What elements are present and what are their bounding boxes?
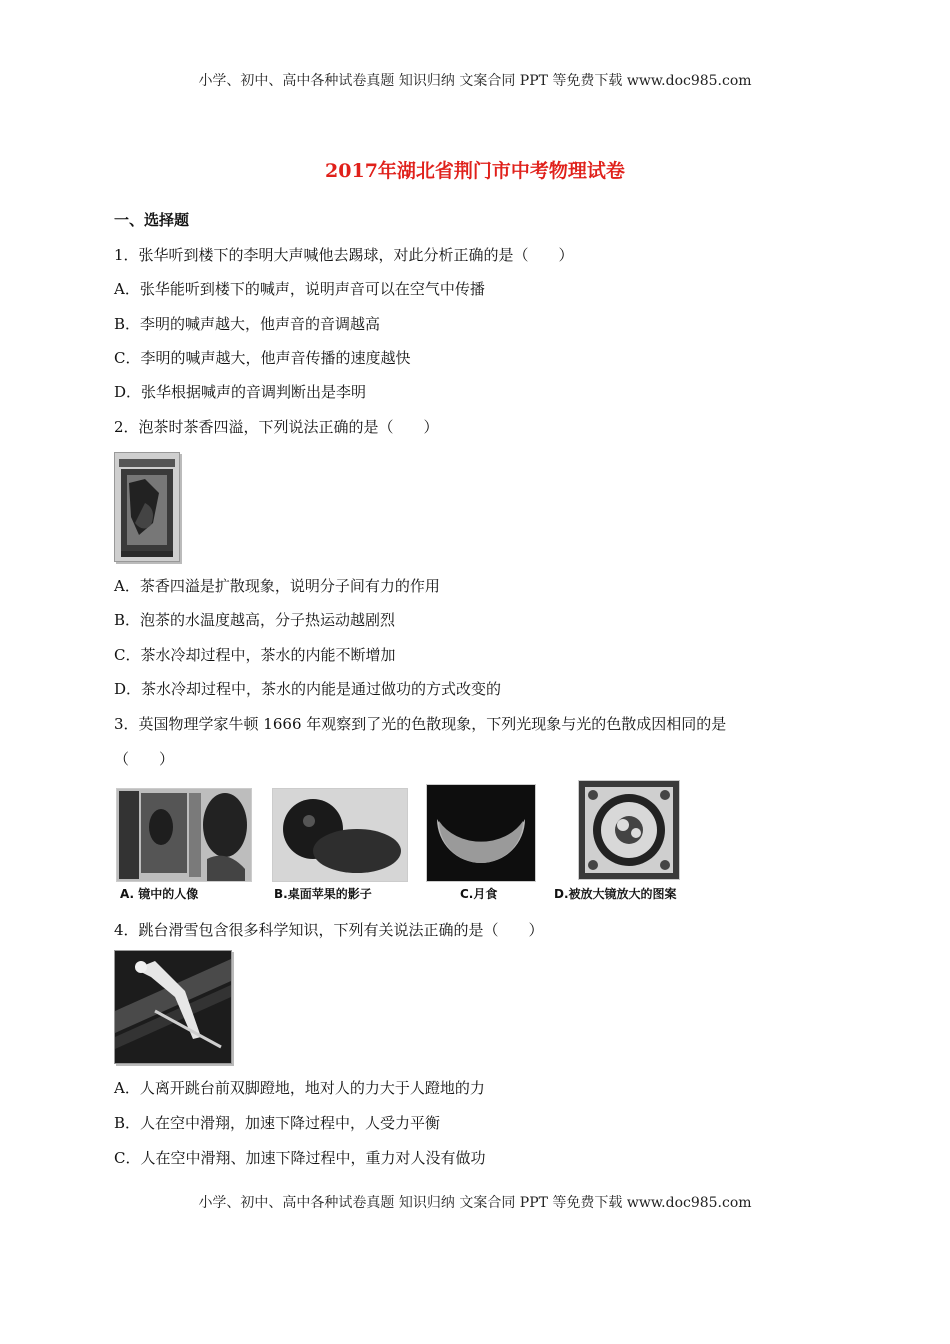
- q2-option-d: D．茶水冷却过程中，茶水的内能是通过做功的方式改变的: [114, 680, 502, 698]
- mirror-image: [116, 788, 252, 882]
- page-footer: 小学、初中、高中各种试卷真题 知识归纳 文案合同 PPT 等免费下载 www.doc985.com: [198, 1195, 752, 1211]
- question-2-stem: 2．泡茶时茶香四溢，下列说法正确的是（ ）: [114, 418, 439, 436]
- magnified-pattern-image: [578, 780, 680, 880]
- lunar-eclipse-image: [426, 784, 536, 882]
- apple-shadow-image: [272, 788, 408, 882]
- page-title: 2017年湖北省荆门市中考物理试卷: [325, 160, 625, 182]
- q1-option-a: A．张华能听到楼下的喊声，说明声音可以在空气中传播: [114, 280, 485, 298]
- q1-option-d: D．张华根据喊声的音调判断出是李明: [114, 383, 367, 401]
- question-4-stem: 4．跳台滑雪包含很多科学知识，下列有关说法正确的是（ ）: [114, 921, 544, 939]
- ski-jump-image: [114, 950, 232, 1064]
- q3-caption-c: C.月食: [460, 887, 498, 901]
- q4-option-b: B．人在空中滑翔，加速下降过程中，人受力平衡: [114, 1114, 441, 1132]
- q2-option-b: B．泡茶的水温度越高，分子热运动越剧烈: [114, 611, 396, 629]
- question-3-stem: 3．英国物理学家牛顿 1666 年观察到了光的色散现象，下列光现象与光的色散成因相同的是: [114, 715, 727, 733]
- q1-option-b: B．李明的喊声越大，他声音的音调越高: [114, 315, 381, 333]
- section-heading: 一、选择题: [114, 211, 190, 229]
- page-header: 小学、初中、高中各种试卷真题 知识归纳 文案合同 PPT 等免费下载 www.doc985.com: [198, 73, 752, 89]
- q2-option-a: A．茶香四溢是扩散现象，说明分子间有力的作用: [114, 577, 440, 595]
- q4-option-c: C．人在空中滑翔、加速下降过程中，重力对人没有做功: [114, 1149, 486, 1167]
- q1-option-c: C．李明的喊声越大，他声音传播的速度越快: [114, 349, 411, 367]
- q2-option-c: C．茶水冷却过程中，茶水的内能不断增加: [114, 646, 396, 664]
- question-1-stem: 1．张华听到楼下的李明大声喊他去踢球，对此分析正确的是（ ）: [114, 246, 574, 264]
- q3-caption-b: B.桌面苹果的影子: [274, 887, 372, 901]
- tea-cup-image: [114, 452, 180, 562]
- q4-option-a: A．人离开跳台前双脚蹬地，地对人的力大于人蹬地的力: [114, 1079, 485, 1097]
- question-3-stem-cont: （ ）: [114, 750, 175, 768]
- q3-caption-d: D.被放大镜放大的图案: [554, 887, 677, 901]
- q3-caption-a: A. 镜中的人像: [120, 887, 199, 901]
